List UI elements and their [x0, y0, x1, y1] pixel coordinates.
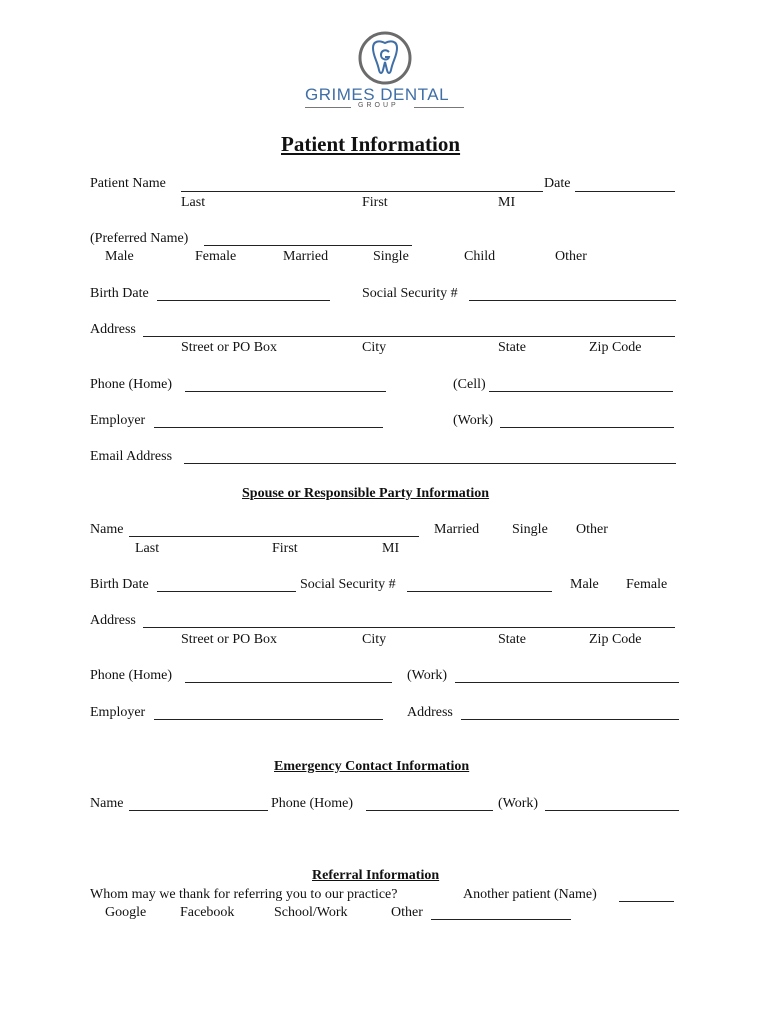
spouse-employer-label: Employer [90, 705, 146, 720]
spouse-married[interactable]: Married [434, 522, 480, 537]
option-single[interactable]: Single [373, 249, 409, 264]
spouse-work-label: (Work) [407, 668, 448, 683]
option-married[interactable]: Married [283, 249, 329, 264]
date-label: Date [544, 176, 571, 191]
first-caption: First [362, 195, 388, 210]
spouse-address2-field[interactable] [461, 719, 679, 720]
spouse-single[interactable]: Single [512, 522, 548, 537]
referral-another-patient[interactable]: Another patient (Name) [463, 887, 597, 902]
referral-question: Whom may we thank for referring you to our practice? [90, 887, 398, 902]
birth-date-label: Birth Date [90, 286, 149, 301]
option-male[interactable]: Male [105, 249, 134, 264]
spouse-mi-caption: MI [382, 541, 400, 556]
spouse-address-field[interactable] [143, 627, 675, 628]
mi-caption: MI [498, 195, 516, 210]
logo-name: GRIMES DENTAL [305, 85, 450, 104]
spouse-heading: Spouse or Responsible Party Information [242, 486, 490, 501]
spouse-address-label: Address [90, 613, 136, 628]
email-field[interactable] [184, 463, 676, 464]
cell-field[interactable] [489, 391, 673, 392]
address-field[interactable] [143, 336, 675, 337]
spouse-ssn-label: Social Security # [300, 577, 396, 592]
spouse-female[interactable]: Female [626, 577, 668, 592]
option-child[interactable]: Child [464, 249, 496, 264]
emergency-name-field[interactable] [129, 810, 268, 811]
spouse-city-caption: City [362, 632, 387, 647]
spouse-work-field[interactable] [455, 682, 679, 683]
zip-caption: Zip Code [589, 340, 642, 355]
tooth-logo-icon [357, 30, 413, 86]
spouse-street-caption: Street or PO Box [181, 632, 278, 647]
ssn-field[interactable] [469, 300, 676, 301]
referral-other[interactable]: Other [391, 905, 423, 920]
birth-date-field[interactable] [157, 300, 330, 301]
preferred-name-label: (Preferred Name) [90, 231, 189, 246]
employer-label: Employer [90, 413, 146, 428]
emergency-phone-field[interactable] [366, 810, 493, 811]
spouse-birth-label: Birth Date [90, 577, 149, 592]
spouse-employer-field[interactable] [154, 719, 383, 720]
emergency-work-field[interactable] [545, 810, 679, 811]
spouse-other[interactable]: Other [576, 522, 608, 537]
employer-field[interactable] [154, 427, 383, 428]
phone-home-label: Phone (Home) [90, 377, 173, 392]
spouse-birth-field[interactable] [157, 591, 296, 592]
spouse-name-field[interactable] [129, 536, 419, 537]
patient-name-field[interactable] [181, 191, 543, 192]
patient-name-label: Patient Name [90, 176, 166, 191]
preferred-name-field[interactable] [204, 245, 412, 246]
option-female[interactable]: Female [195, 249, 237, 264]
logo-sub: GROUP [358, 102, 399, 109]
spouse-phone-home-field[interactable] [185, 682, 392, 683]
referral-google[interactable]: Google [105, 905, 147, 920]
spouse-address2-label: Address [407, 705, 453, 720]
spouse-first-caption: First [272, 541, 298, 556]
spouse-state-caption: State [498, 632, 526, 647]
emergency-name-label: Name [90, 796, 124, 811]
spouse-male[interactable]: Male [570, 577, 599, 592]
street-caption: Street or PO Box [181, 340, 278, 355]
ssn-label: Social Security # [362, 286, 458, 301]
spouse-zip-caption: Zip Code [589, 632, 642, 647]
referral-other-field[interactable] [431, 919, 571, 920]
page-title: Patient Information [281, 132, 461, 156]
work-label: (Work) [453, 413, 494, 428]
referral-facebook[interactable]: Facebook [180, 905, 235, 920]
emergency-heading: Emergency Contact Information [274, 759, 470, 774]
work-field[interactable] [500, 427, 674, 428]
spouse-name-label: Name [90, 522, 124, 537]
spouse-last-caption: Last [135, 541, 160, 556]
city-caption: City [362, 340, 387, 355]
address-label: Address [90, 322, 136, 337]
referral-another-field[interactable] [619, 901, 674, 902]
spouse-ssn-field[interactable] [407, 591, 552, 592]
state-caption: State [498, 340, 526, 355]
date-field[interactable] [575, 191, 675, 192]
referral-heading: Referral Information [312, 868, 440, 883]
cell-label: (Cell) [453, 377, 486, 392]
spouse-phone-home-label: Phone (Home) [90, 668, 173, 683]
emergency-phone-label: Phone (Home) [271, 796, 354, 811]
email-label: Email Address [90, 449, 173, 464]
option-other[interactable]: Other [555, 249, 587, 264]
emergency-work-label: (Work) [498, 796, 539, 811]
last-caption: Last [181, 195, 206, 210]
phone-home-field[interactable] [185, 391, 386, 392]
referral-school[interactable]: School/Work [274, 905, 348, 920]
